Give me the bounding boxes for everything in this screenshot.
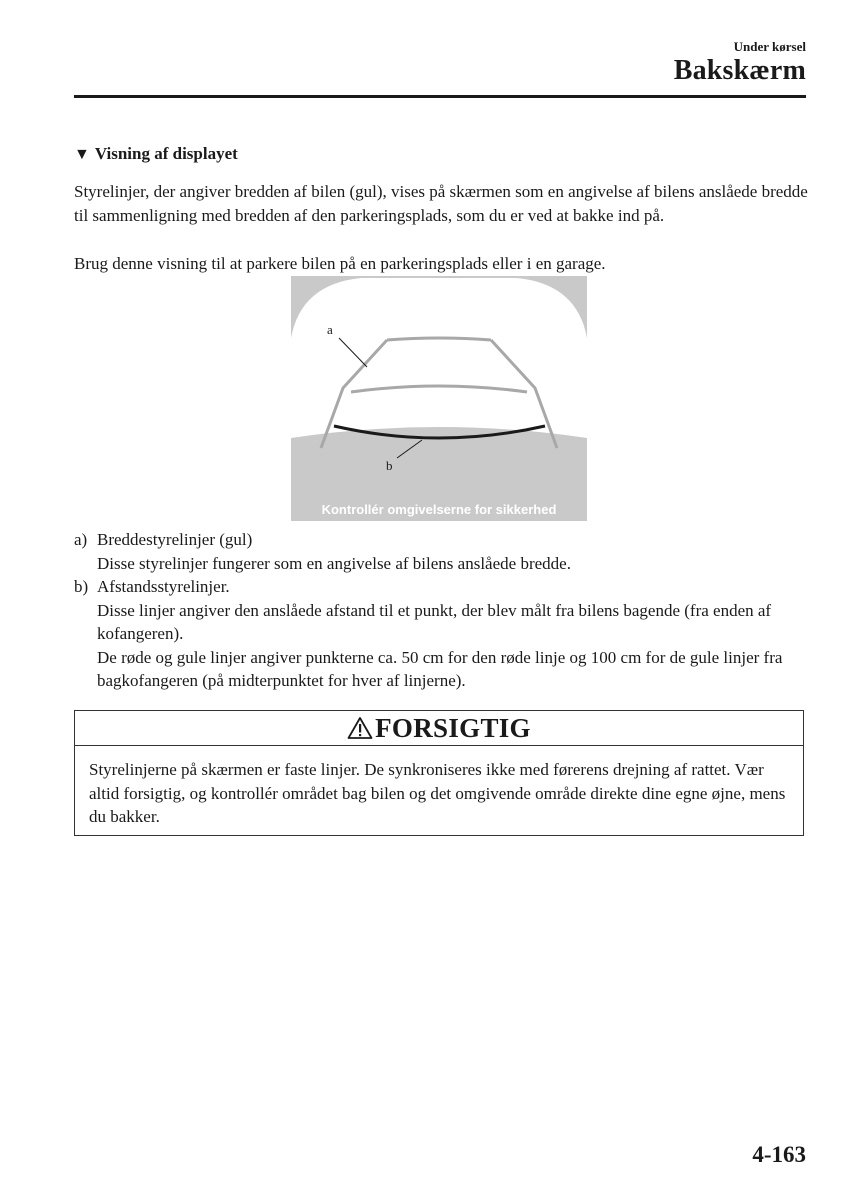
triangle-down-icon: ▼ xyxy=(74,146,90,163)
page-number: 4-163 xyxy=(752,1142,806,1167)
section-heading-text: Visning af displayet xyxy=(94,144,238,163)
list-item-b xyxy=(74,575,809,693)
list-item-b-text-2: De røde og gule linjer angiver punkterne ca. 50 cm for den røde linje og 100 cm for de gule linjer fra bagkofangeren (på midterpunktet for hver af linjerne). xyxy=(97,647,783,690)
display-view-area xyxy=(291,278,587,438)
list-marker-b: b) xyxy=(74,577,89,596)
usage-paragraph: Brug denne visning til at parkere bilen på en parkeringsplads eller i en garage. xyxy=(74,254,606,273)
safety-banner-text: Kontrollér omgivelserne for sikkerhed xyxy=(321,502,557,517)
caution-title xyxy=(75,711,803,746)
list-marker-a: a) xyxy=(74,530,88,549)
label-a: a xyxy=(327,322,333,337)
list-item-a-title: Breddestyrelinjer (gul) xyxy=(97,530,253,549)
section-heading xyxy=(74,144,238,164)
warning-triangle-icon xyxy=(347,716,373,740)
caution-box xyxy=(74,710,804,836)
list-item-b-title: Afstandsstyrelinjer. xyxy=(97,577,230,596)
list-item-a-text: Disse styrelinjer fungerer som en angivelse af bilens anslåede bredde. xyxy=(97,553,571,573)
page-title: Bakskærm xyxy=(673,55,806,86)
rear-camera-display-illustration xyxy=(291,276,587,521)
header-section-label: Under kørsel xyxy=(733,39,806,54)
rear-camera-figure xyxy=(291,276,587,521)
list-item-b-text-1: Disse linjer angiver den anslåede afstand til et punkt, der blev målt fra bilens bagende (fra enden af kofangeren). xyxy=(97,600,772,643)
intro-paragraph: Styrelinjer, der angiver bredden af bilen (gul), vises på skærmen som en angivelse af bilens anslåede bredde til sammenligning med bredden af den parkeringsplads, som du er ved at bakke ind på. xyxy=(74,182,808,225)
caution-text: Styrelinjerne på skærmen er faste linjer. De synkroniseres ikke med førerens drejning af rattet. Vær altid forsigtig, og kontrollér området bag bilen og det omgivende område direkte dine egne øjne, mens du bakker. xyxy=(89,760,786,826)
list-item-a xyxy=(74,528,809,575)
label-b: b xyxy=(386,458,393,473)
caution-title-text: FORSIGTIG xyxy=(375,712,531,743)
header-rule xyxy=(74,95,806,98)
